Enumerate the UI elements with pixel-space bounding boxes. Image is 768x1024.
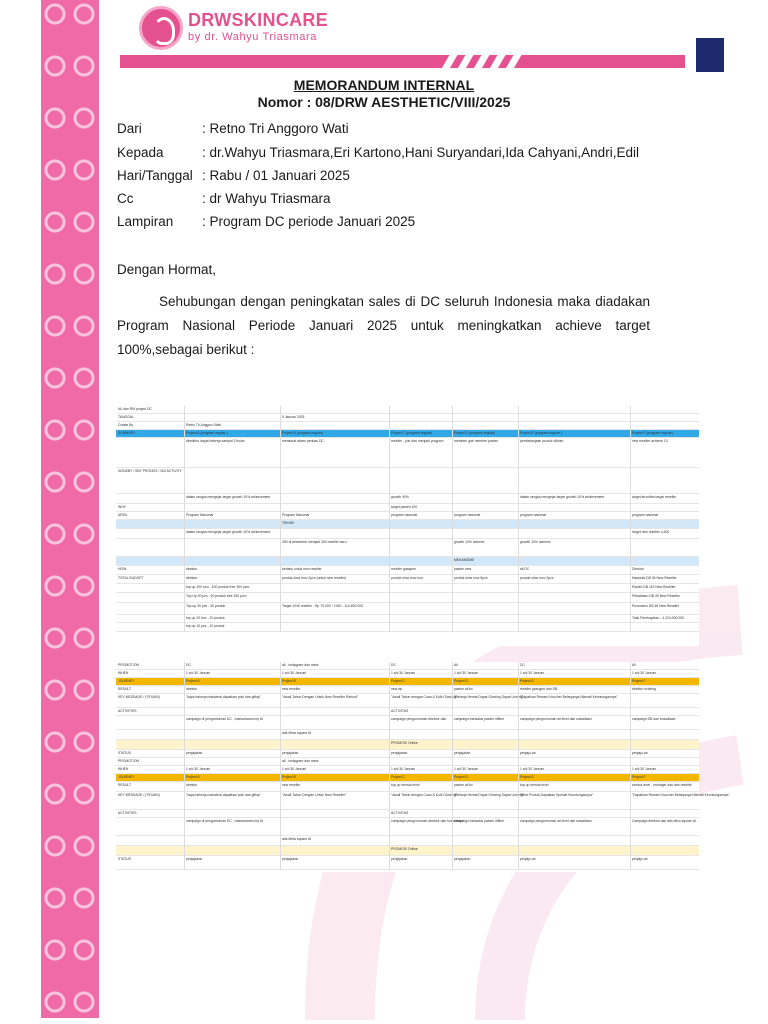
table-row xyxy=(116,782,699,792)
table-cell: Program Nasional xyxy=(282,513,310,517)
table-cell: program nasional xyxy=(454,513,481,517)
greeting: Dengan Hormat, xyxy=(117,262,217,277)
table-cell: "kapa bekerja maksimal,dapatkan poin dan giftsp" xyxy=(186,793,261,797)
table-cell: penjajakan xyxy=(282,751,299,755)
grid-line xyxy=(518,662,519,870)
field-value: : dr.Wahyu Triasmara,Eri Kartono,Hani Suryandari,Ida Cahyani,Andri,Edil xyxy=(202,145,639,160)
table-cell: campaign pengumuman direktur dan sosialisasi xyxy=(391,819,463,823)
table-cell: PROMOTION xyxy=(118,663,139,667)
table-row xyxy=(116,708,699,716)
table-row xyxy=(116,766,699,774)
table-cell: JOURNEY xyxy=(118,679,135,683)
table-cell: penjajakan xyxy=(391,857,408,861)
decorative-side-strip xyxy=(41,0,99,1018)
grid-line xyxy=(389,406,390,632)
table-row xyxy=(116,603,699,615)
table-cell: growth 40% xyxy=(391,495,409,499)
table-cell: 1 s/d 30 Januari xyxy=(632,671,657,675)
table-cell: Project D xyxy=(454,679,468,683)
table-cell: pasien all bc xyxy=(454,783,473,787)
table-cell: Project F xyxy=(632,775,646,779)
table-cell: campaign transaksi pasien offline xyxy=(454,717,505,721)
table-cell: TEKNIK xyxy=(282,521,295,525)
table-cell: penjajakan xyxy=(454,751,471,755)
table-cell: Project B xyxy=(282,679,296,683)
table-row xyxy=(116,623,699,632)
table-cell: Project E (program regular ) xyxy=(520,431,563,435)
brand-name: DRWSKINCARE xyxy=(188,10,328,30)
table-cell: Project F (program regular) xyxy=(632,431,673,435)
table-cell: All xyxy=(632,663,636,667)
table-cell: penjajakan xyxy=(454,857,471,861)
table-cell: TOTAL BUDGET xyxy=(118,576,144,580)
grid-line xyxy=(280,406,281,632)
grid-line xyxy=(280,662,281,870)
table-cell: berlaku untuk new reseller xyxy=(282,567,322,571)
table-cell: penjaju.an xyxy=(632,751,648,755)
table-cell: ACTIVITIES xyxy=(118,709,137,713)
table-cell: PROMOSI Online xyxy=(391,741,418,745)
table-cell: ads Meta square AI xyxy=(282,731,312,735)
table-cell: WHEN xyxy=(118,767,129,771)
table-cell: Project B xyxy=(282,775,296,779)
grid-line xyxy=(630,662,631,870)
field-value: : dr Wahyu Triasmara xyxy=(202,191,331,206)
table-row xyxy=(116,584,699,593)
table-cell: DC xyxy=(186,663,191,667)
table-cell: Project E xyxy=(520,775,534,779)
table-row xyxy=(116,740,699,750)
table-cell: 1 s/d 30 Januari xyxy=(520,767,545,771)
table-cell: ACTIVITIES xyxy=(118,811,137,815)
table-cell: DC xyxy=(520,663,525,667)
table-cell: 1 s/d 30 Januari xyxy=(391,767,416,771)
table-cell: new reseller achieve 10 xyxy=(632,439,668,443)
header-navy-tab xyxy=(696,38,724,72)
table-row xyxy=(116,694,699,708)
field-value: : Retno Tri Anggoro Wati xyxy=(202,121,349,136)
table-row xyxy=(116,678,699,686)
table-row xyxy=(116,494,699,504)
table-cell: campaign pengumuman all level dan sosialisasi xyxy=(520,717,592,721)
table-cell: penjaju.an xyxy=(520,857,536,861)
table-cell: penjajakan xyxy=(282,857,299,861)
table-cell: dalam rangka mengejar target growth 10% achievement xyxy=(186,530,271,534)
table-cell: KEY MESSAGE / (TEXAIN) xyxy=(118,793,160,797)
table-cell: penjajakan xyxy=(391,751,408,755)
table-row xyxy=(116,662,699,670)
table-cell: ads Meta square AI xyxy=(282,837,312,841)
table-cell: "Awali Tahun Dengan Untuk New Reseller" xyxy=(282,793,347,797)
memo-title: MEMORANDUM INTERNAL xyxy=(293,77,475,93)
table-cell: Total Pembayaran - 4.224.000.000 xyxy=(632,616,685,620)
table-cell: JOURNEY xyxy=(118,775,135,779)
program-table-2 xyxy=(116,662,730,872)
table-cell: campaign pengumuman direktur dan xyxy=(391,717,447,721)
field-value: : Rabu / 01 Januari 2025 xyxy=(202,168,350,183)
table-cell: Project C xyxy=(391,679,405,683)
table-cell: dalam rangka mengejar target growth 10% achievement xyxy=(520,495,605,499)
table-cell: TANGGAL xyxy=(118,415,134,419)
table-cell: Program Nasional xyxy=(186,513,214,517)
table-cell: program nasional xyxy=(520,513,547,517)
table-row xyxy=(116,504,699,512)
table-cell: Top up 30 pcs - 30 produk xyxy=(186,604,226,608)
table-cell: new.vip xyxy=(391,687,403,691)
table-cell: MEKANISME xyxy=(454,558,475,562)
table-row xyxy=(116,438,699,468)
table-cell: RESULT xyxy=(118,687,132,691)
table-cell: campaign di pengumuman DC , mamanaranu by AI xyxy=(186,717,264,721)
grid-line xyxy=(518,406,519,632)
table-cell: pembelanjaan produk dikirim xyxy=(520,439,564,443)
grid-line xyxy=(452,662,453,870)
table-row xyxy=(116,512,699,520)
table-cell: top up semua level xyxy=(520,783,549,787)
table-cell: 1 s/d 30 Januari xyxy=(391,671,416,675)
table-cell: direktur xyxy=(186,687,198,691)
table-cell: direktur xyxy=(186,783,198,787)
table-row xyxy=(116,792,730,810)
table-row xyxy=(116,846,699,856)
field-label: Kepada xyxy=(117,145,164,160)
table-cell: Project C (program regular) xyxy=(391,431,433,435)
table-cell: 250 di desember menjadi 260 reseller baru xyxy=(282,540,347,544)
table-row xyxy=(116,520,699,529)
table-cell: "Best Produk,Dapatkan Spesial Keuntungannya" xyxy=(520,793,594,797)
table-row xyxy=(116,468,699,494)
table-cell: NL dan RM project DC xyxy=(118,407,152,411)
table-cell: "Dapatkan Reward Voucher Belanjanya,Nikmati Keuntungannya" xyxy=(520,695,618,699)
table-row xyxy=(116,686,699,694)
table-cell: Target 1040 reseller - Rp 79.000 * 1040 - 114.800.000 xyxy=(282,604,363,608)
table-row xyxy=(116,836,699,846)
table-cell: membuat akses perluas DC xyxy=(282,439,324,443)
table-cell: campaign pengumuman all level dan sosialisasi xyxy=(520,819,592,823)
table-row xyxy=(116,818,699,836)
table-cell: 1 s/d 30 Januari xyxy=(454,767,479,771)
table-cell: KEY MESSAGE / (TEXAIN) xyxy=(118,695,160,699)
table-cell: penjajakan xyxy=(186,751,203,755)
table-cell: "Belanja Hemat,Dapat Glowing Dapat Untung" xyxy=(454,695,524,699)
table-cell: penjaju.an xyxy=(520,751,536,755)
grid-line xyxy=(389,662,390,870)
table-cell: produk slow mov luru xyxy=(391,576,424,580)
table-cell: All xyxy=(454,663,458,667)
table-cell: NONSBY / SBY PRONOS / SDI ACTIVITY xyxy=(118,469,182,473)
table-cell: all - instagram dan meta xyxy=(282,663,319,667)
table-cell: ACTIVITAS xyxy=(391,709,409,713)
table-cell: reseller gasapen xyxy=(391,567,417,571)
table-cell: campaign di pengumuman DC , mamanaranu by AI xyxy=(186,819,264,823)
grid-line xyxy=(184,662,185,870)
body-paragraph: Sehubungan dengan peningkatan sales di DC seluruh Indonesia maka diadakan Program Nasional Periode Januari 2025 untuk meningkatkan achieve target 100%,sebagai berikut : xyxy=(117,294,650,357)
table-cell: Project D xyxy=(454,775,468,779)
field-label: Hari/Tanggal xyxy=(117,168,193,183)
table-cell: Direktur xyxy=(632,567,644,571)
table-row xyxy=(116,566,699,575)
grid-line xyxy=(184,406,185,632)
table-row xyxy=(116,414,699,422)
table-row xyxy=(116,406,699,414)
header-bar xyxy=(120,55,685,68)
table-cell: 1 s/d 30 Januari xyxy=(282,671,307,675)
table-cell: Project A xyxy=(186,679,200,683)
field-label: Cc xyxy=(117,191,134,206)
program-table-1 xyxy=(116,406,699,646)
table-row xyxy=(116,774,699,782)
memo-number: Nomor : 08/DRW AESTHETIC/VIII/2025 xyxy=(257,94,511,110)
table-cell: "Awali Tahun dengan Cuan & Kulit Glowing" xyxy=(391,695,457,699)
table-cell: semua level - manager dan dan reseller xyxy=(632,783,692,787)
table-cell: 1 s/d 30 Januari xyxy=(282,767,307,771)
header-stripes xyxy=(440,52,522,70)
table-row xyxy=(116,615,699,623)
table-cell: Pekanbaru DB 45 New Reseller xyxy=(632,594,680,598)
table-cell: Retno Tri Anggoro Wati xyxy=(186,423,221,427)
table-cell: direktur existing xyxy=(632,687,656,691)
table-cell: top up 20 box - 20 produk xyxy=(186,616,225,620)
table-cell: 5 Januari 2025 xyxy=(282,415,305,419)
table-cell: pasien new xyxy=(454,567,472,571)
table-cell: produk slow mov 2pcs (untuk new reseller) xyxy=(282,576,347,580)
table-cell: "kapa bekerja maksimal,dapatkan poin dan giftsp" xyxy=(186,695,261,699)
field-label: Lampiran xyxy=(117,214,174,229)
table-cell: SUMMARY xyxy=(118,431,136,435)
table-cell: Project F xyxy=(632,679,646,683)
table-cell: Nasional DB 36 New Reseller xyxy=(632,576,677,580)
table-cell: Project E xyxy=(520,679,534,683)
table-row xyxy=(116,670,699,678)
field-value: : Program DC periode Januari 2025 xyxy=(202,214,416,229)
table-cell: "Dapatkan Reward Voucher Belanjanya,Nikmati Keuntungannya" xyxy=(632,793,730,797)
table-cell: PROMOSI Online xyxy=(391,847,418,851)
table-cell: top up 10 pcs - 10 produk xyxy=(186,624,225,628)
table-cell: program nasional xyxy=(391,513,418,517)
table-cell: all - instagram dan meta xyxy=(282,759,319,763)
table-cell: diredktur dapat bekerja sampai 3 bulan xyxy=(186,439,245,443)
table-cell: growth 10% achieve xyxy=(520,540,551,544)
table-cell: new reseller xyxy=(282,687,301,691)
table-cell: target pasien 100 xyxy=(391,505,418,509)
table-row xyxy=(116,430,699,438)
table-row xyxy=(116,716,699,730)
table-cell: 1 s/d 30 Januari xyxy=(520,671,545,675)
table-cell: Pasien DB 115 New Reseller xyxy=(632,585,676,589)
table-cell: all DC xyxy=(520,567,530,571)
table-row xyxy=(116,730,699,740)
table-row xyxy=(116,810,699,818)
table-cell: STATUS xyxy=(118,751,131,755)
table-cell: Create By xyxy=(118,423,134,427)
table-cell: direktur xyxy=(186,567,198,571)
table-cell: Top Up 50 pcs - 50 produk free 150 pcm xyxy=(186,594,247,598)
table-cell: produk slow mov 5pcs xyxy=(454,576,488,580)
table-row xyxy=(116,539,699,557)
table-cell: pasien all bc xyxy=(454,687,473,691)
table-row xyxy=(116,557,699,566)
table-row xyxy=(116,422,699,430)
table-row xyxy=(116,758,699,766)
table-cell: new reseller xyxy=(282,783,301,787)
table-cell: campaign DB dan sosialisasi xyxy=(632,717,676,721)
table-cell: produk slow mov 2pcs xyxy=(520,576,554,580)
table-cell: top up semua level xyxy=(391,783,420,787)
table-cell: penjaju.an xyxy=(632,857,648,861)
table-cell: HOW xyxy=(118,567,127,571)
table-cell: dalam rangka mengejar target growth 10% achievement xyxy=(186,495,271,499)
table-cell: WHEN xyxy=(118,671,129,675)
grid-line xyxy=(630,406,631,632)
table-cell: target tercoltan target reseller xyxy=(632,495,677,499)
table-cell: ACTIVITAS xyxy=(391,811,409,815)
table-cell: STATUS xyxy=(118,857,131,861)
table-cell: 1 s/d 30 Januari xyxy=(454,671,479,675)
table-row xyxy=(116,575,699,584)
table-cell: penjajakan xyxy=(186,857,203,861)
field-label: Dari xyxy=(117,121,142,136)
table-row xyxy=(116,529,699,539)
table-cell: AREA xyxy=(118,513,128,517)
table-cell: 1 s/d 30 Januari xyxy=(186,767,211,771)
grid-line xyxy=(452,406,453,632)
table-cell: top up 100 luru - 100 produk free 300 pcm xyxy=(186,585,250,589)
table-cell: "Belanja Hemat,Dapat Glowing Dapat Untung" xyxy=(454,793,524,797)
table-cell: memberi gair member pasien xyxy=(454,439,499,443)
table-cell: "Awali Tahun Dengan Untuk New Reseller Reboot" xyxy=(282,695,359,699)
brand-logo-icon xyxy=(139,6,183,50)
table-cell: target new reseller 4.400 xyxy=(632,530,670,534)
table-cell: Project B (program regular) xyxy=(282,431,324,435)
table-cell: Project D (program regular) xyxy=(454,431,496,435)
table-row xyxy=(116,856,699,870)
table-cell: Campaign direktur dan ads bikin square AI xyxy=(632,819,696,823)
table-cell: direktur : xyxy=(186,576,200,580)
table-cell: reseller gasugen dan DB xyxy=(520,687,558,691)
table-cell: WHY xyxy=(118,505,126,509)
table-cell: Project A xyxy=(186,775,200,779)
table-cell: DC xyxy=(391,663,396,667)
table-cell: Project C xyxy=(391,775,405,779)
table-cell: "Awali Tahun dengan Cuan & Kulit Glowing" xyxy=(391,793,457,797)
table-cell: Project A (program regular ) xyxy=(186,431,228,435)
table-cell: campaign transaksi pasien offline xyxy=(454,819,505,823)
table-row xyxy=(116,750,699,758)
table-cell: 1 s/d 30 Januari xyxy=(186,671,211,675)
table-row xyxy=(116,593,699,603)
table-cell: 1 s/d 30 Januari xyxy=(632,767,657,771)
table-cell: reseller - join dan menjadi program xyxy=(391,439,444,443)
table-cell: program nasional xyxy=(632,513,659,517)
table-cell: growth 10% achieve xyxy=(454,540,485,544)
brand-tagline: by dr. Wahyu Triasmara xyxy=(188,31,317,43)
table-cell: RESULT xyxy=(118,783,132,787)
table-cell: PROMOTION xyxy=(118,759,139,763)
table-cell: Purwoseio DB 48 New Reseller xyxy=(632,604,680,608)
